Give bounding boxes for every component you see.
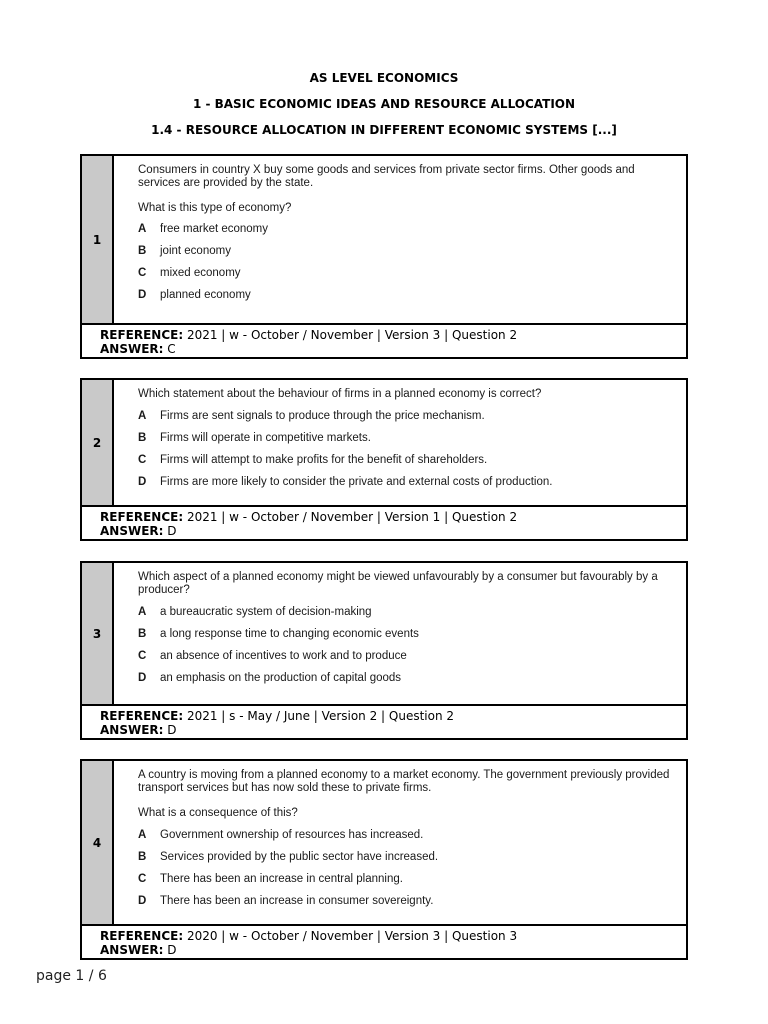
reference-answer [82, 507, 686, 538]
option-a: A Firms are sent signals to produce through the price mechanism. [138, 410, 485, 422]
option-c: C an absence of incentives to work and to produce [138, 650, 407, 662]
question-stem: Which aspect of a planned economy might be viewed unfavourably by a consumer but favourably by a producer? [138, 571, 658, 596]
reference-answer [82, 926, 686, 957]
question-number: 4 [82, 761, 114, 924]
option-b: B Firms will operate in competitive markets. [138, 432, 371, 444]
question-stem: Which statement about the behaviour of firms in a planned economy is correct? [138, 388, 542, 400]
option-c: C There has been an increase in central planning. [138, 873, 403, 885]
option-d: D Firms are more likely to consider the private and external costs of production. [138, 476, 553, 488]
subtopic-heading: 1.4 - RESOURCE ALLOCATION IN DIFFERENT ECONOMIC SYSTEMS [...] [151, 123, 617, 137]
reference-answer [82, 706, 686, 737]
reference-label: REFERENCE: [100, 510, 184, 524]
option-a: A a bureaucratic system of decision-making [138, 606, 372, 618]
question-block-3 [80, 561, 688, 740]
option-c: C Firms will attempt to make profits for the benefit of shareholders. [138, 454, 488, 466]
question-stem: Consumers in country X buy some goods and services from private sector firms. Other goods and services are provided by the state. [138, 164, 635, 189]
answer-value: D [167, 524, 177, 538]
question-number: 3 [82, 563, 114, 704]
reference-label: REFERENCE: [100, 709, 184, 723]
reference-value: 2021 | w - October / November | Version 1 | Question 2 [186, 510, 518, 524]
option-a: A free market economy [138, 223, 269, 235]
question-number: 2 [82, 380, 114, 505]
option-d: D an emphasis on the production of capital goods [138, 672, 402, 684]
question-block-1 [80, 154, 688, 359]
option-b: B Services provided by the public sector have increased. [138, 851, 439, 863]
answer-label: ANSWER: [100, 943, 164, 957]
answer-label: ANSWER: [100, 723, 164, 737]
question-prompt: What is this type of economy? [138, 202, 292, 214]
option-a: A Government ownership of resources has increased. [138, 829, 424, 841]
reference-value: 2020 | w - October / November | Version 3 | Question 3 [186, 929, 518, 943]
option-b: B joint economy [138, 245, 231, 257]
answer-value: D [167, 943, 177, 957]
question-number: 1 [82, 156, 114, 323]
page-number: page 1 / 6 [36, 968, 107, 984]
option-d: D planned economy [138, 289, 251, 301]
option-d: D There has been an increase in consumer sovereignty. [138, 895, 434, 907]
question-prompt: What is a consequence of this? [138, 807, 298, 819]
answer-value: D [167, 723, 177, 737]
reference-label: REFERENCE: [100, 328, 184, 342]
reference-value: 2021 | s - May / June | Version 2 | Question 2 [186, 709, 455, 723]
question-stem: A country is moving from a planned economy to a market economy. The government previously provided transport services but has now sold these to private firms. [138, 769, 670, 794]
question-block-2 [80, 378, 688, 541]
answer-label: ANSWER: [100, 342, 164, 356]
reference-label: REFERENCE: [100, 929, 184, 943]
document-title: AS LEVEL ECONOMICS [309, 71, 459, 85]
answer-label: ANSWER: [100, 524, 164, 538]
answer-value: C [167, 342, 176, 356]
topic-heading: 1 - BASIC ECONOMIC IDEAS AND RESOURCE ALLOCATION [192, 97, 576, 111]
option-c: C mixed economy [138, 267, 241, 279]
reference-answer [82, 325, 686, 356]
question-block-4 [80, 759, 688, 960]
option-b: B a long response time to changing economic events [138, 628, 419, 640]
reference-value: 2021 | w - October / November | Version 3 | Question 2 [186, 328, 518, 342]
